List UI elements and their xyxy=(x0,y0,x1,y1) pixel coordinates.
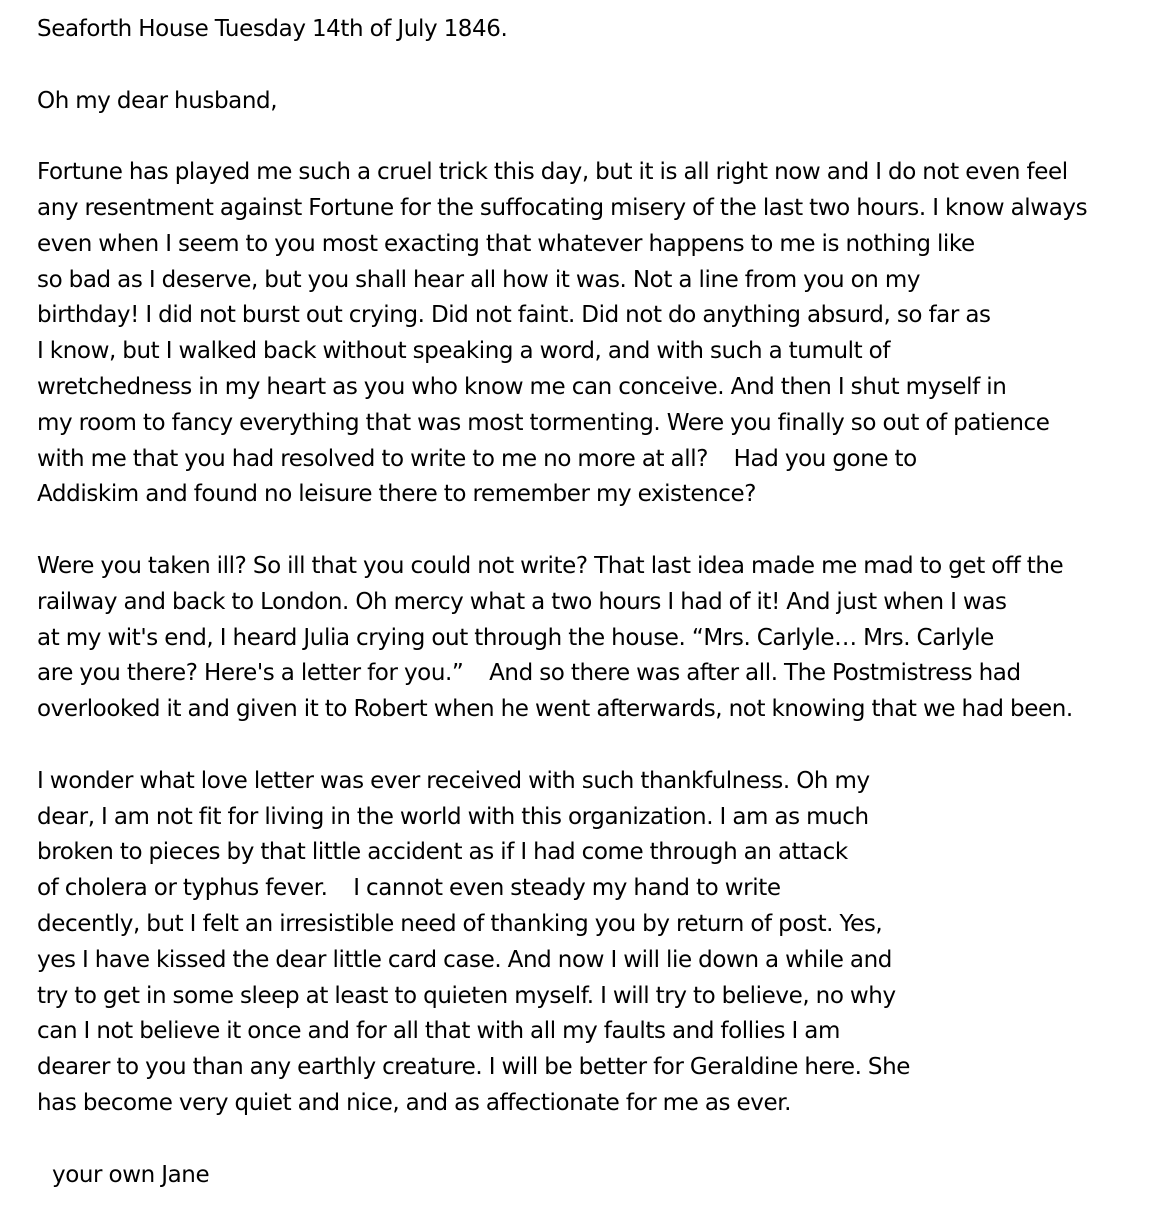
letter-paragraph-1 xyxy=(37,155,1157,513)
text-line: are you there? Here's a letter for you.” And so there was after all. The Postmistress had xyxy=(37,660,1021,687)
text-line: wretchedness in my heart as you who know me can conceive. And then I shut myself in xyxy=(37,373,1007,400)
text-line: even when I seem to you most exacting that whatever happens to me is nothing like xyxy=(37,230,975,257)
blank-line xyxy=(37,728,1157,764)
text-line: any resentment against Fortune for the suffocating misery of the last two hours. I know always xyxy=(37,194,1088,221)
letter-paragraph-2 xyxy=(37,549,1157,728)
text-line: Were you taken ill? So ill that you could not write? That last idea made me mad to get off the xyxy=(37,552,1064,579)
text-line: Fortune has played me such a cruel trick this day, but it is all right now and I do not even feel xyxy=(37,159,1068,186)
letter-heading: Seaforth House Tuesday 14th of July 1846. xyxy=(37,16,508,42)
text-line: can I not believe it once and for all that with all my faults and follies I am xyxy=(37,1018,841,1045)
text-line: decently, but I felt an irresistible need of thanking you by return of post. Yes, xyxy=(37,910,883,937)
letter-signature: your own Jane xyxy=(52,1161,210,1188)
letter-salutation: Oh my dear husband, xyxy=(37,87,278,114)
text-line: has become very quiet and nice, and as affectionate for me as ever. xyxy=(37,1089,792,1116)
text-line: railway and back to London. Oh mercy what a two hours I had of it! And just when I was xyxy=(37,588,1007,615)
text-line: yes I have kissed the dear little card case. And now I will lie down a while and xyxy=(37,946,892,973)
text-line: birthday! I did not burst out crying. Did not faint. Did not do anything absurd, so far as xyxy=(37,302,991,329)
text-line: Addiskim and found no leisure there to remember my existence? xyxy=(37,481,757,508)
blank-line xyxy=(37,48,1157,84)
letter-paragraph-3 xyxy=(37,764,1157,1122)
text-line: of cholera or typhus fever. I cannot even steady my hand to write xyxy=(37,875,781,902)
letter-document xyxy=(37,12,1157,1193)
text-line: I know, but I walked back without speaking a word, and with such a tumult of xyxy=(37,338,891,365)
text-line: overlooked it and given it to Robert when he went afterwards, not knowing that we had been. xyxy=(37,696,1073,723)
text-line: try to get in some sleep at least to quieten myself. I will try to believe, no why xyxy=(37,982,896,1009)
text-line: so bad as I deserve, but you shall hear all how it was. Not a line from you on my xyxy=(37,266,921,293)
text-line: dearer to you than any earthly creature. I will be better for Geraldine here. She xyxy=(37,1054,911,1081)
blank-line xyxy=(37,119,1157,155)
text-line: I wonder what love letter was ever received with such thankfulness. Oh my xyxy=(37,767,870,794)
text-line: broken to pieces by that little accident as if I had come through an attack xyxy=(37,839,848,866)
text-line: at my wit's end, I heard Julia crying out through the house. “Mrs. Carlyle… Mrs. Carlyle xyxy=(37,624,994,651)
text-line: with me that you had resolved to write to me no more at all? Had you gone to xyxy=(37,445,917,472)
text-line: dear, I am not fit for living in the world with this organization. I am as much xyxy=(37,803,869,830)
blank-line xyxy=(37,513,1157,549)
blank-line xyxy=(37,1122,1157,1158)
text-line: my room to fancy everything that was most tormenting. Were you finally so out of patience xyxy=(37,409,1050,436)
